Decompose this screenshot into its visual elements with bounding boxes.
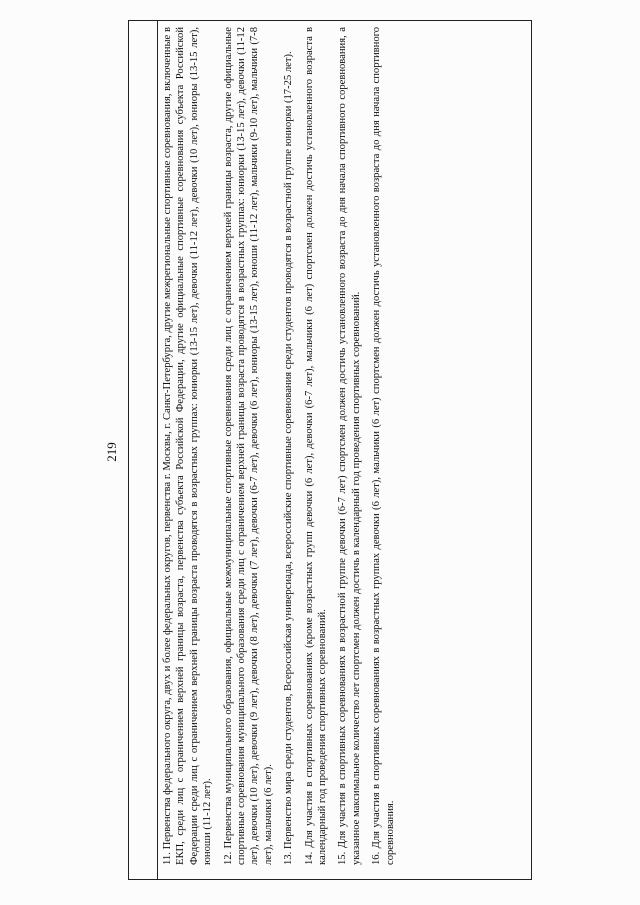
table-frame: [128, 20, 532, 880]
table-cell-text: [161, 27, 404, 865]
paragraph-13: 13. Первенство мира среди студентов, Всероссийская универсиада, всероссийские спортивные соревнования среди студентов проводятся в возрастной группе юниорки (17-25 лет).: [283, 51, 295, 865]
rotated-page-content: [90, 12, 550, 892]
paragraph-12: 12. Первенства муниципального образования, официальные межмуниципальные спортивные соревнования среди лиц с ограничением верхней границы возраста, другие официальные спортивные соревнования муниципального образования среди лиц с ограничением верхней границы возраста проводятся в возрастных группах: юниорки (13-15 лет), девочки (11-12 лет), девочки (10 лет), девочки (9 лет), девочки (8 лет), девочки (7 лет), девочки (6-7 лет), девочки (6 лет), юниоры (13-15 лет), юноши (11-12 лет), мальчики (9-10 лет), мальчики (7-8 лет), мальчики (6 лет).: [222, 27, 274, 865]
paragraph-15: 15. Для участия в спортивных соревнованиях в возрастной группе девочки (6-7 лет) спортсмен должен достичь установленного возраста до дня начала спортивного соревнования, а указанное максимальное количество лет спортсмен должен достичь в календарный год проведения спортивных соревнований.: [337, 27, 362, 865]
paragraph-16: 16. Для участия в спортивных соревнованиях в возрастных группах девочки (6 лет), мальчики (6 лет) спортсмен должен достичь установленного возраста до дня начала спортивного соревнования.: [371, 27, 396, 865]
paragraph-14: 14. Для участия в спортивных соревнованиях (кроме возрастных групп девочки (6 лет), девочки (6-7 лет), мальчики (6 лет) спортсмен должен достичь установленного возраста в календарный год проведения спортивных соревнований.: [303, 27, 329, 865]
paragraph-11: 11. Первенства федерального округа, двух и более федеральных округов, первенства г. Москвы, г. Санкт-Петербурга, другие межрегиональные спортивные соревнования, включенные в ЕКП, среди лиц с ограничением верхней границы возраста, первенства субъекта Российской Федерации, другие официальные спортивные соревнования субъекта Российской Федерации среди лиц с ограничением верхней границы возраста проводятся в возрастных группах: юниорки (13-15 лет), девочки (11-12 лет), девочки (10 лет), юниоры (13-15 лет), юноши (11-12 лет).: [162, 27, 214, 865]
page-number: 219: [104, 442, 119, 462]
table-column-divider: [157, 21, 158, 879]
